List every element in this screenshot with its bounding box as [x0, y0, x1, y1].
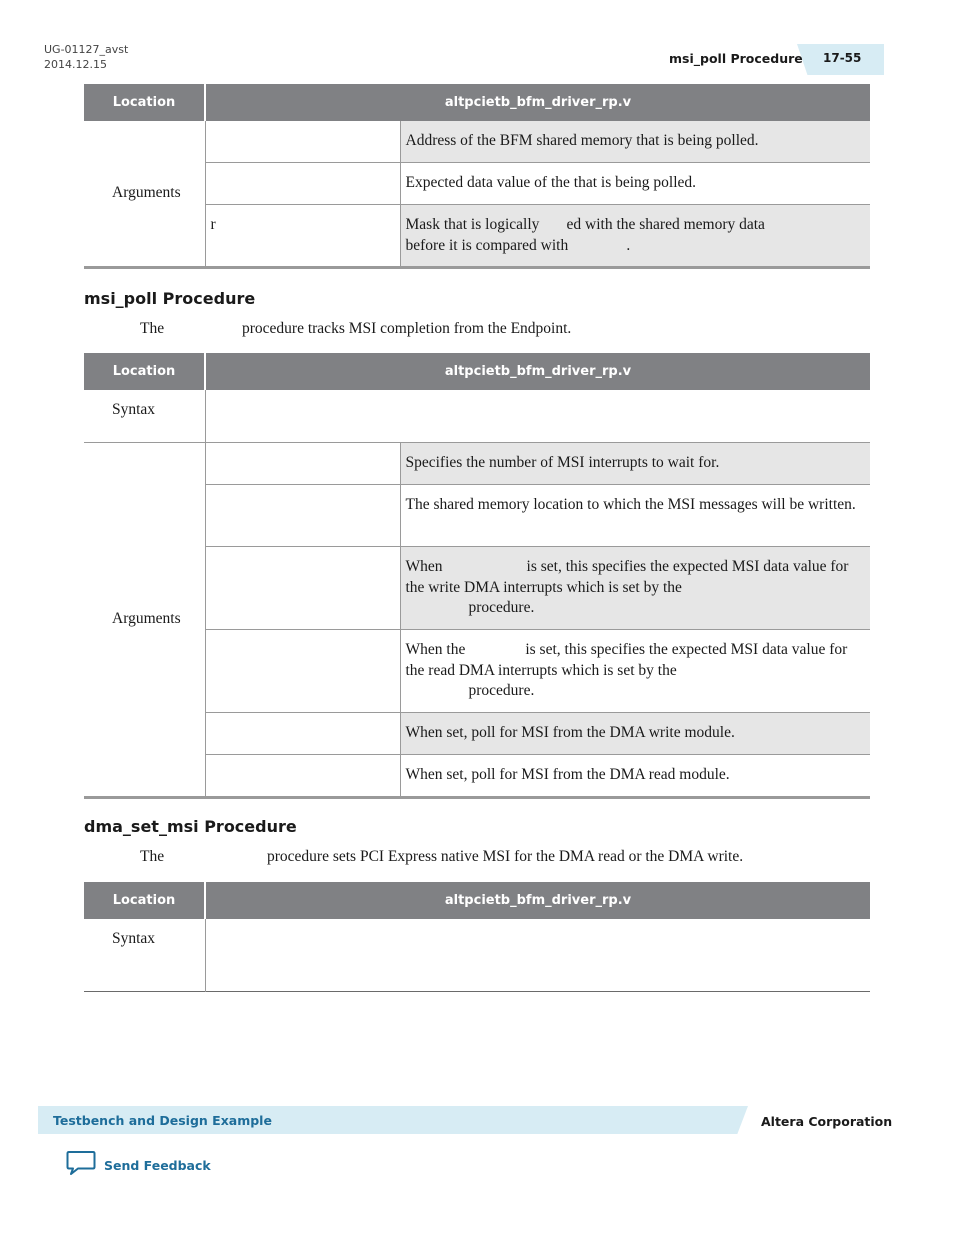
intro-text: procedure sets PCI Express native MSI for the DMA read or the DMA write. — [267, 848, 744, 865]
syntax-label: Syntax — [112, 930, 156, 947]
header-location: Location — [84, 84, 205, 121]
desc-part: procedure. — [468, 682, 535, 699]
argument-description: The shared memory location to which the MSI messages will be written. — [400, 485, 870, 547]
page-number: 17-55 — [823, 51, 862, 65]
send-feedback-label: Send Feedback — [104, 1158, 211, 1173]
header-file: altpcietb_bfm_driver_rp.v — [205, 353, 870, 390]
argument-description: When set, poll for MSI from the DMA read module. — [400, 755, 870, 798]
argument-name — [205, 630, 400, 713]
footer-company: Altera Corporation — [761, 1114, 893, 1129]
arguments-label: Arguments — [84, 443, 205, 798]
argument-description: Specifies the number of MSI interrupts to wait for. — [400, 443, 870, 485]
desc-part: is set, this specifies the expected MSI data value for the write DMA interrupts which is set by the — [405, 558, 849, 596]
argument-name: r — [205, 205, 400, 268]
desc-part: When the — [405, 641, 466, 658]
argument-description: Address of the BFM shared memory that is being polled. — [400, 121, 870, 163]
document-id: UG-01127_avst — [44, 43, 129, 56]
header-location: Location — [84, 353, 205, 390]
description-line: Mask that is logically ed with the shared memory data — [405, 216, 765, 233]
document-id-block — [44, 42, 128, 72]
argument-name — [205, 485, 400, 547]
syntax-code — [205, 919, 870, 992]
speech-bubble-icon — [66, 1150, 96, 1181]
argument-name — [205, 547, 400, 630]
desc-part: is set, this specifies the expected MSI data value for the read DMA interrupts which is set by the — [405, 641, 848, 679]
desc-part: When — [405, 558, 443, 575]
header-location: Location — [84, 882, 205, 919]
document-date: 2014.12.15 — [44, 58, 107, 71]
dma-set-msi-table — [84, 882, 870, 992]
intro-the: The — [140, 320, 165, 337]
footer-chapter-link[interactable]: Testbench and Design Example — [53, 1113, 272, 1128]
header-file: altpcietb_bfm_driver_rp.v — [205, 84, 870, 121]
section-heading-msi-poll: msi_poll Procedure — [84, 289, 256, 308]
section-heading-dma-set-msi: dma_set_msi Procedure — [84, 817, 297, 836]
argument-description — [400, 547, 870, 630]
argument-name — [205, 443, 400, 485]
intro-text: procedure tracks MSI completion from the Endpoint. — [242, 320, 572, 337]
desc-part: procedure. — [468, 599, 535, 616]
msi-poll-table — [84, 353, 870, 799]
syntax-code — [205, 390, 870, 443]
send-feedback-link[interactable] — [66, 1150, 211, 1181]
description-line: before it is compared with . — [405, 236, 631, 254]
argument-description — [400, 205, 870, 268]
syntax-label: Syntax — [112, 401, 156, 418]
argument-name — [205, 121, 400, 163]
arguments-table-continued — [84, 84, 870, 269]
argument-description: When set, poll for MSI from the DMA write module. — [400, 713, 870, 755]
argument-description — [400, 630, 870, 713]
header-file: altpcietb_bfm_driver_rp.v — [205, 882, 870, 919]
argument-name — [205, 713, 400, 755]
intro-the: The — [140, 848, 165, 865]
argument-description: Expected data value of the that is being polled. — [400, 163, 870, 205]
running-header-title: msi_poll Procedure — [669, 51, 803, 66]
arguments-label: Arguments — [112, 184, 181, 202]
argument-name — [205, 755, 400, 798]
argument-name — [205, 163, 400, 205]
